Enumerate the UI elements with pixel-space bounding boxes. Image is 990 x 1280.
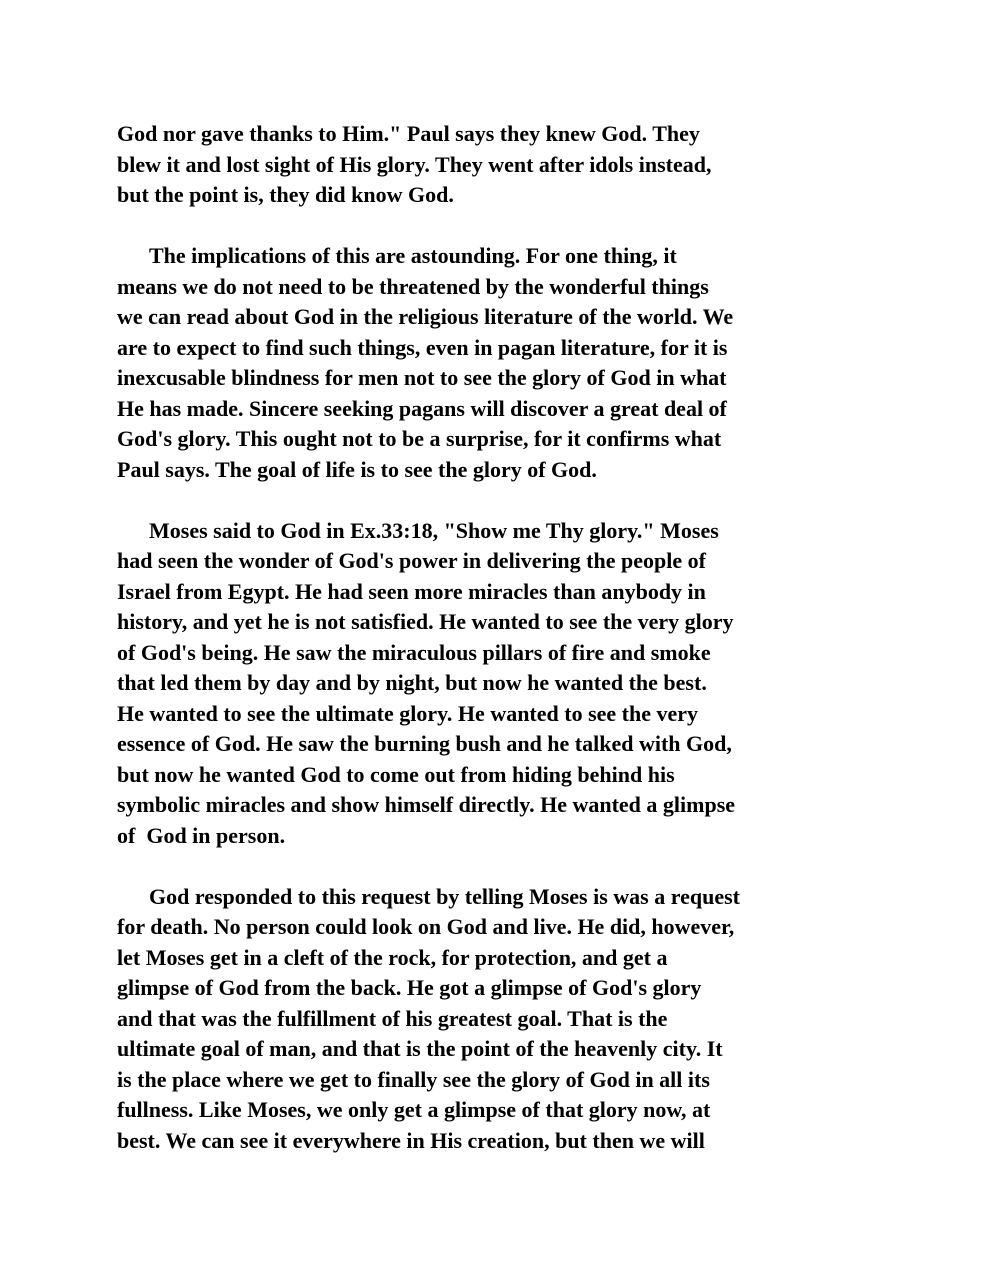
text-line: essence of God. He saw the burning bush and he talked with God, xyxy=(117,731,732,756)
text-line: Moses said to God in Ex.33:18, "Show me Thy glory." Moses xyxy=(149,517,719,543)
text-line: had seen the wonder of God's power in delivering the people of xyxy=(117,548,706,573)
text-line: are to expect to find such things, even in pagan literature, for it is xyxy=(117,334,728,360)
text-line: is the place where we get to finally see the glory of God in all its xyxy=(117,1066,710,1092)
text-line: blew it and lost sight of His glory. They went after idols instead, xyxy=(117,151,712,177)
text-line: He wanted to see the ultimate glory. He wanted to see the very xyxy=(117,700,699,726)
text-line: God responded to this request by telling Moses is was a request xyxy=(149,883,740,909)
text-line: fullness. Like Moses, we only get a glimpse of that glory now, at xyxy=(117,1097,711,1122)
text-line: for death. No person could look on God and live. He did, however, xyxy=(117,914,735,939)
text-line: we can read about God in the religious literature of the world. We xyxy=(117,304,734,329)
text-line: best. We can see it everywhere in His creation, but then we will xyxy=(117,1127,705,1153)
paragraph-1 xyxy=(117,119,877,211)
text-line: of God's being. He saw the miraculous pillars of fire and smoke xyxy=(117,639,711,665)
text-line: inexcusable blindness for men not to see the glory of God in what xyxy=(117,365,727,390)
paragraph-spacer xyxy=(117,851,877,882)
paragraph-4 xyxy=(117,882,877,1157)
text-line: means we do not need to be threatened by the wonderful things xyxy=(117,273,709,299)
text-line: The implications of this are astounding. For one thing, it xyxy=(149,243,677,268)
document-body xyxy=(117,119,877,1156)
text-line: of God in person. xyxy=(117,822,286,848)
text-line: He has made. Sincere seeking pagans will discover a great deal of xyxy=(117,395,727,421)
paragraph-2 xyxy=(117,241,877,485)
paragraph-3 xyxy=(117,516,877,852)
text-line: God's glory. This ought not to be a surprise, for it confirms what xyxy=(117,426,722,451)
text-line: let Moses get in a cleft of the rock, for protection, and get a xyxy=(117,944,668,970)
text-line: ultimate goal of man, and that is the point of the heavenly city. It xyxy=(117,1036,723,1061)
text-line: but now he wanted God to come out from hiding behind his xyxy=(117,761,675,787)
text-line: history, and yet he is not satisfied. He wanted to see the very glory xyxy=(117,609,734,634)
text-line: and that was the fulfillment of his greatest goal. That is the xyxy=(117,1005,668,1031)
text-line: but the point is, they did know God. xyxy=(117,182,454,207)
text-line: that led them by day and by night, but now he wanted the best. xyxy=(117,670,707,695)
text-line: Paul says. The goal of life is to see the glory of God. xyxy=(117,456,597,482)
paragraph-spacer xyxy=(117,211,877,242)
text-line: glimpse of God from the back. He got a glimpse of God's glory xyxy=(117,975,702,1000)
paragraph-spacer xyxy=(117,485,877,516)
text-line: Israel from Egypt. He had seen more miracles than anybody in xyxy=(117,578,706,604)
text-line: God nor gave thanks to Him." Paul says they knew God. They xyxy=(117,121,700,146)
text-line: symbolic miracles and show himself directly. He wanted a glimpse xyxy=(117,792,736,817)
